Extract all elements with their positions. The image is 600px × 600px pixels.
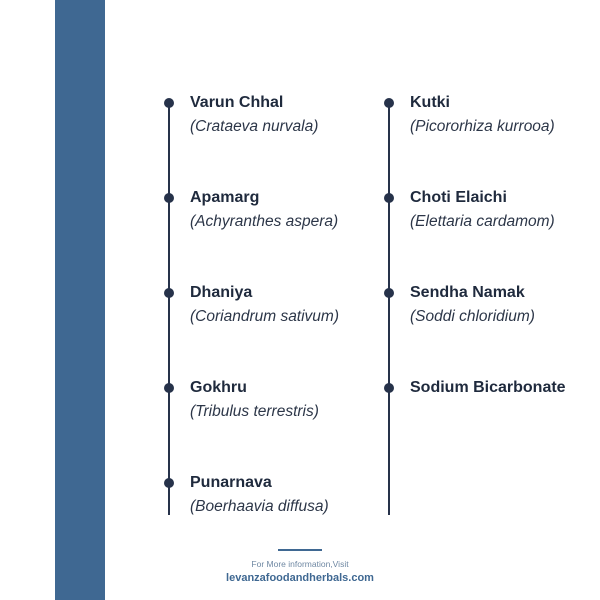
ingredient-scientific-name: (Soddi chloridium) [410, 308, 535, 325]
ingredient-scientific-name: (Achyranthes aspera) [190, 213, 339, 230]
ingredient-name: Choti Elaichi [410, 189, 507, 206]
bullet-dot [384, 288, 394, 298]
bullet-dot [164, 478, 174, 488]
ingredient-name: Sendha Namak [410, 284, 525, 301]
footer-divider [278, 549, 322, 551]
footer-website-link[interactable]: levanzafoodandherbals.com [226, 572, 374, 584]
ingredient-scientific-name: (Tribulus terrestris) [190, 403, 319, 420]
ingredient-name: Kutki [410, 94, 450, 111]
bullet-dot [164, 288, 174, 298]
bullet-dot [164, 383, 174, 393]
title-band [55, 0, 105, 600]
ingredient-name: Sodium Bicarbonate [410, 379, 566, 396]
timeline-line-right [388, 100, 390, 515]
ingredient-scientific-name: (Elettaria cardamom) [410, 213, 555, 230]
bullet-dot [384, 98, 394, 108]
ingredient-scientific-name: (Crataeva nurvala) [190, 118, 319, 135]
title-line2: PATH-HAR [7, 178, 53, 422]
bullet-dot [164, 98, 174, 108]
bullet-dot [384, 383, 394, 393]
ingredient-name: Punarnava [190, 474, 272, 491]
bullet-dot [164, 193, 174, 203]
ingredient-name: Dhaniya [190, 284, 253, 301]
bullet-dot [384, 193, 394, 203]
footer-info-text: For More information,Visit [251, 559, 349, 569]
ingredient-name: Varun Chhal [190, 94, 284, 111]
timeline-line-left [168, 100, 170, 515]
vertical-title [0, 100, 55, 500]
ingredient-scientific-name: (Picororhiza kurrooa) [410, 118, 555, 135]
ingredient-name: Apamarg [190, 189, 260, 206]
ingredient-scientific-name: (Coriandrum sativum) [190, 308, 340, 325]
ingredient-scientific-name: (Boerhaavia diffusa) [190, 498, 329, 515]
ingredient-name: Gokhru [190, 379, 247, 396]
